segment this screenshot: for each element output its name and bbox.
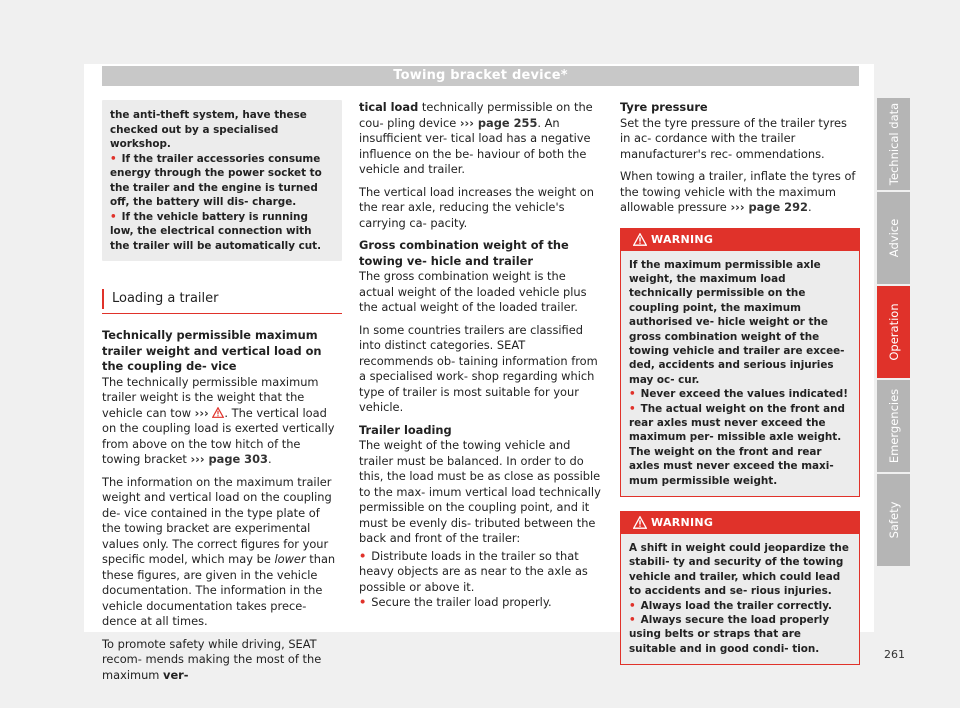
tab-emergencies[interactable]: Emergencies	[877, 380, 910, 472]
bullet-icon: •	[359, 595, 367, 609]
subheading-tyre-pressure: Tyre pressure	[620, 100, 708, 114]
warning-triangle-icon	[633, 233, 647, 246]
warning-box	[620, 228, 860, 498]
paragraph: The gross combination weight is the actual weight of the loaded vehicle plus the actual weight of the loaded trailer.	[359, 269, 587, 314]
warning-header	[621, 229, 859, 251]
paragraph: The vertical load increases the weight on the rear axle, reducing the vehicle's carrying ca- pacity.	[359, 184, 594, 230]
bullet-icon: •	[629, 402, 636, 415]
bullet-icon: •	[359, 548, 367, 563]
paragraph: Set the tyre pressure of the trailer tyres in ac- cordance with the trailer manufacturer's rec- ommendations.	[620, 115, 847, 161]
section-heading: Loading a trailer	[102, 289, 342, 309]
paragraph: When towing a trailer, inflate the tyres of the towing vehicle with the maximum allowable pressure ››› page 292.	[620, 169, 856, 214]
warning-label: WARNING	[651, 232, 714, 246]
list-item: • Always load the trailer correctly.	[629, 599, 832, 612]
subheading-gross-weight: Gross combination weight of the towing ve- hicle and trailer	[359, 238, 569, 268]
page-link[interactable]: ››› page 292	[730, 200, 808, 214]
warning-label: WARNING	[651, 516, 714, 529]
list-item: • Always secure the load properly using belts or straps that are suitable and in good condi- tion.	[629, 614, 830, 655]
arrow-link[interactable]: ›››	[194, 405, 209, 420]
warning-body: A shift in weight could jeopardize the stabili- ty and security of the towing vehicle and trailer, which could lead to accidents and se- rious injuries. • Always load the trailer correctly. • Always secure the load properly using belts or straps that are suitable and in good condi- tion.	[621, 534, 859, 664]
paragraph: To promote safety while driving, SEAT recom- mends making the most of the maximum ver-	[102, 636, 322, 682]
header-title: Towing bracket device*	[393, 68, 568, 83]
paragraph: The weight of the towing vehicle and trailer must be balanced. In order to do this, the load must be as close as possible to the max- imum vertical load technically permissible on the coupling point, and it must be evenly dis- tributed between the back and front of the trailer:	[359, 438, 601, 545]
subheading-trailer-loading: Trailer loading	[359, 422, 452, 437]
paragraph: In some countries trailers are classified into distinct categories. SEAT recommends ob- taining information from a specialised work- shop regarding which type of trailer is most suitable for your vehicle.	[359, 322, 598, 414]
warning-box	[620, 511, 860, 665]
subheading-trailer-weight: Technically permissible maximum trailer weight and vertical load on the coupling de- vice	[102, 328, 322, 373]
column-2	[359, 100, 601, 611]
running-header	[102, 66, 859, 86]
page-link[interactable]: ››› page 255	[459, 115, 538, 130]
note-line: the anti-theft system, have these checked out by a specialised workshop.	[110, 109, 307, 150]
tab-safety[interactable]: Safety	[877, 474, 910, 566]
bullet-icon: •	[110, 210, 117, 223]
note-bullet-item: • If the trailer accessories consume energy through the power socket to the trailer and the engine is turned off, the battery will dis- charge.	[110, 152, 322, 208]
bullet-icon: •	[629, 614, 636, 627]
note-box	[102, 100, 342, 261]
list-item: • Never exceed the values indicated!	[629, 388, 848, 401]
tab-advice[interactable]: Advice	[877, 192, 910, 284]
section-divider	[102, 313, 342, 314]
emphasis: lower	[274, 552, 306, 566]
column-1	[102, 100, 342, 690]
paragraph: The information on the maximum trailer weight and vertical load on the coupling de- vice contained in the type plate of the towing bracket are experimental values only. The correct figures for your specific model, which may be lower than these figures, are given in the vehicle documentation. The information in the vehicle documentation takes prece- dence at all times.	[102, 474, 336, 628]
tab-technical-data[interactable]: Technical data	[877, 98, 910, 190]
bullet-icon: •	[110, 152, 117, 165]
paragraph: tical load technically permissible on the cou- pling device ››› page 255. An insufficient ver- tical load has a negative influence on the be- haviour of both the vehicle and trailer.	[359, 100, 593, 176]
bullet-icon: •	[629, 388, 636, 401]
warning-triangle-icon	[633, 516, 647, 529]
chapter-tabs	[877, 98, 910, 568]
list-item: • Distribute loads in the trailer so that heavy objects are as near to the axle as possible or above it.	[359, 548, 588, 594]
tab-operation[interactable]: Operation	[877, 286, 910, 378]
warning-triangle-icon	[212, 407, 224, 418]
bullet-icon: •	[629, 599, 636, 612]
note-bullet-item: • If the vehicle battery is running low, the electrical connection with the trailer will be automatically cut.	[110, 210, 322, 252]
page-link[interactable]: ››› page 303	[190, 452, 268, 466]
page-number: 261	[884, 648, 905, 661]
paragraph: The technically permissible maximum trailer weight is the weight that the vehicle can tow ››› . The vertical load on the coupling load is exerted vertically from above on the tow hitch of the towing bracket ››› page 303.	[102, 374, 335, 466]
list-item: • The actual weight on the front and rear axles must never exceed the maximum per- missible axle weight. The weight on the front and rear axles must never exceed the maxi- mum permissible weight.	[629, 402, 845, 487]
warning-body: If the maximum permissible axle weight, the maximum load technically permissible on the coupling point, the maximum authorised ve- hicle weight or the gross combination weight of the towing vehicle and trailer are excee- ded, accidents and serious injuries may oc- cur. • Never exceed the values indicated! • The actual weight on the front and rear axles must never exceed the maximum per- missible axle weight. The weight on the front and rear axles must never exceed the maxi- mum permissible weight.	[621, 251, 859, 497]
column-3	[620, 100, 860, 675]
warning-header	[621, 512, 859, 534]
list-item: • Secure the trailer load properly.	[359, 595, 552, 609]
